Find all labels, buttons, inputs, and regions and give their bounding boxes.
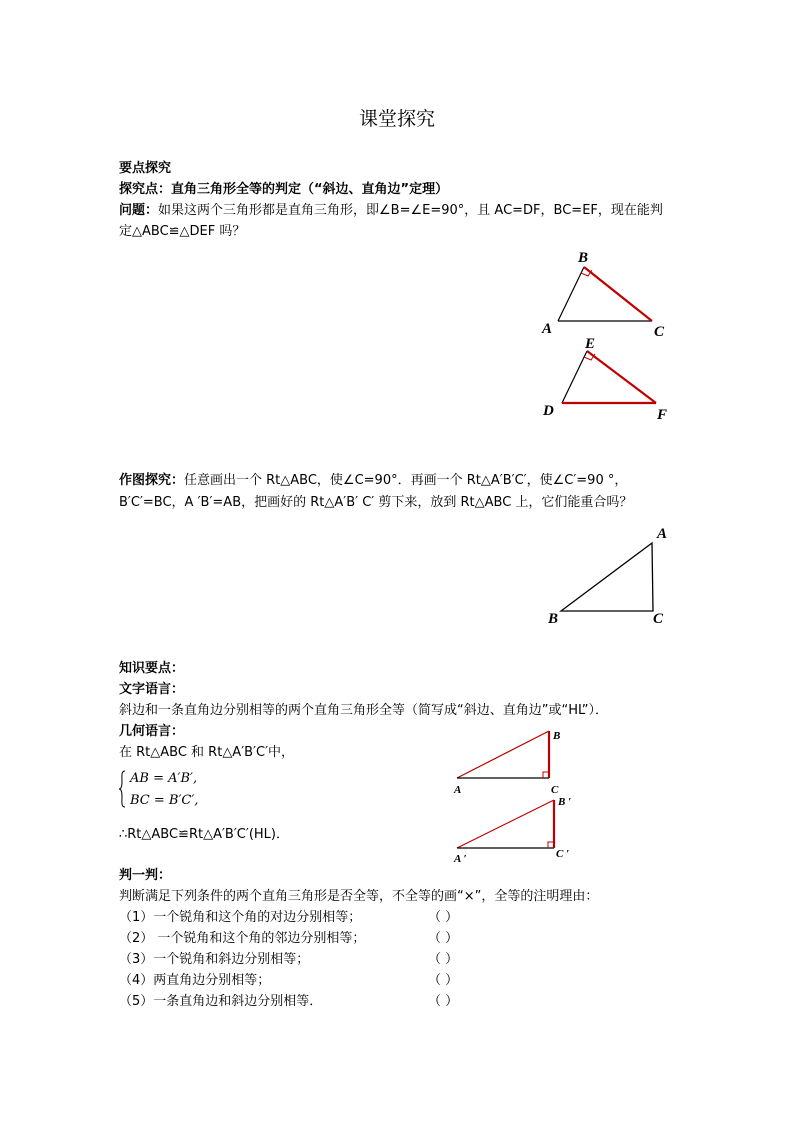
left-brace bbox=[118, 770, 126, 808]
vertex-label-b: B bbox=[548, 611, 559, 627]
geo-conclusion: ∴Rt△ABC≌Rt△A′B′C′(HL)． bbox=[119, 827, 289, 842]
point-heading: 探究点：直角三角形全等的判定（“斜边、直角边”定理） bbox=[119, 182, 449, 197]
question-text-1: 如果这两个三角形都是直角三角形，即∠B=∠E=90°，且 AC=DF，BC=EF，现在能判 bbox=[158, 203, 663, 218]
vertex-label-f: F bbox=[657, 407, 668, 423]
vertex-label-b: B bbox=[553, 730, 561, 742]
triangle-abc-red bbox=[453, 730, 560, 796]
triangle-def bbox=[542, 336, 667, 423]
vertex-label-b-prime: B ′ bbox=[558, 796, 572, 808]
judge-blank-2[interactable]: （ ） bbox=[428, 931, 459, 946]
judge-item-4: （4）两直角边分别相等； bbox=[119, 973, 271, 988]
vertex-label-c: C bbox=[653, 611, 664, 627]
vertex-label-a: A bbox=[454, 784, 462, 796]
triangle-abc bbox=[541, 250, 665, 340]
text-language-content: 斜边和一条直角边分别相等的两个直角三角形全等（简写成“斜边、直角边”或“HL”）． bbox=[119, 703, 609, 718]
equation-2: BC = B′C′, bbox=[130, 793, 199, 808]
geo-language-heading: 几何语言： bbox=[119, 724, 185, 739]
judge-blank-3[interactable]: （ ） bbox=[428, 952, 459, 967]
drawing-label: 作图探究： bbox=[119, 473, 185, 488]
knowledge-heading: 知识要点： bbox=[119, 661, 185, 676]
question-line-2: 定△ABC≌△DEF 吗？ bbox=[119, 224, 246, 239]
figure-triangles-hl bbox=[450, 725, 590, 870]
figure-triangles-abc-def bbox=[530, 245, 680, 425]
vertex-label-c-prime: C ′ bbox=[556, 848, 570, 860]
vertex-label-e: E bbox=[585, 336, 596, 352]
question-line-1 bbox=[119, 202, 663, 220]
page-title: 课堂探究 bbox=[358, 108, 435, 130]
text-language-heading: 文字语言： bbox=[119, 682, 185, 697]
judge-intro: 判断满足下列条件的两个直角三角形是否全等，不全等的画“×”，全等的注明理由： bbox=[119, 889, 599, 904]
vertex-label-d: D bbox=[543, 403, 554, 419]
vertex-label-b: B bbox=[578, 250, 589, 266]
vertex-label-a: A bbox=[542, 321, 553, 337]
judge-blank-5[interactable]: （ ） bbox=[428, 994, 459, 1009]
judge-item-2: （2） 一个锐角和这个角的邻边分别相等； bbox=[119, 931, 366, 946]
judge-item-3: （3）一个锐角和斜边分别相等； bbox=[119, 952, 310, 967]
equation-1: AB = A′B′, bbox=[130, 771, 198, 786]
section-heading: 要点探究 bbox=[119, 161, 172, 176]
drawing-line-2: B′C′=BC，A ′B′=AB，把画好的 Rt△A′B′ C′ 剪下来，放到 Rt△ABC 上，它们能重合吗？ bbox=[119, 495, 633, 510]
triangle-abc-prime bbox=[453, 796, 571, 865]
judge-heading: 判一判： bbox=[119, 868, 172, 883]
drawing-text-1: 任意画出一个 Rt△ABC，使∠C=90°．再画一个 Rt△A′B′C′，使∠C′=90 °， bbox=[184, 473, 628, 488]
vertex-label-c: C bbox=[551, 784, 559, 796]
drawing-line-1 bbox=[119, 472, 627, 490]
question-label: 问题： bbox=[119, 203, 159, 218]
geo-intro: 在 Rt△ABC 和 Rt△A′B′C′中， bbox=[119, 745, 295, 760]
vertex-label-a: A bbox=[657, 526, 668, 542]
judge-blank-1[interactable]: （ ） bbox=[428, 910, 459, 925]
vertex-label-c: C bbox=[654, 324, 665, 340]
vertex-label-a-prime: A ′ bbox=[454, 853, 467, 865]
judge-blank-4[interactable]: （ ） bbox=[428, 973, 459, 988]
judge-item-5: （5）一条直角边和斜边分别相等． bbox=[119, 994, 323, 1009]
judge-item-1: （1）一个锐角和这个角的对边分别相等； bbox=[119, 910, 362, 925]
figure-triangle-abc-plain bbox=[540, 522, 680, 632]
